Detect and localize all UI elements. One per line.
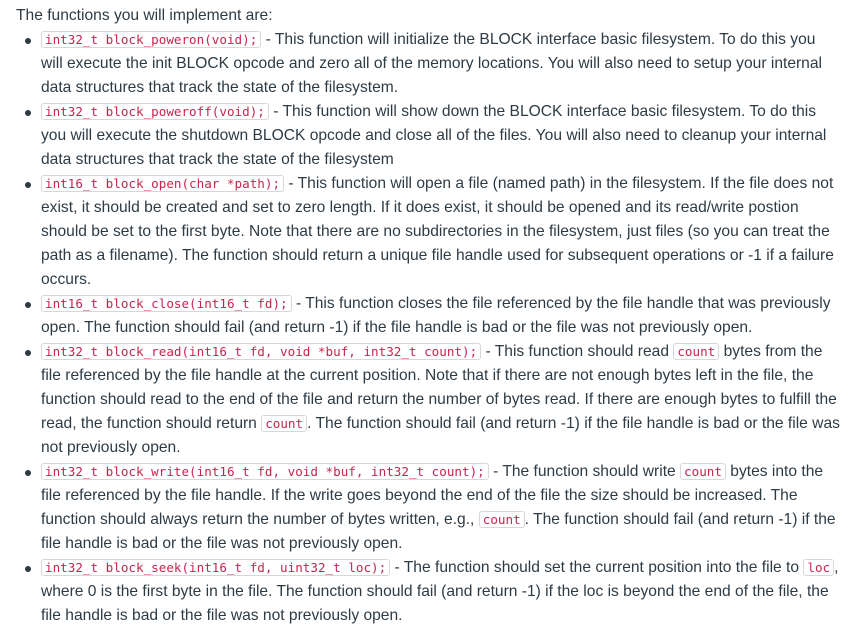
inline-code: count: [479, 511, 525, 528]
bullet-icon: [25, 182, 31, 188]
function-signature: int32_t block_read(int16_t fd, void *buf, int32_t count);: [41, 343, 481, 360]
inline-code: count: [261, 415, 307, 432]
description-text: bytes into the file referenced by the file handle. If the write goes beyond the end of the file the size should be increased. The function should always return the number of bytes written, e.g.,: [41, 463, 824, 528]
function-list-item: [16, 460, 840, 556]
bullet-icon: [25, 350, 31, 356]
function-signature: int16_t block_open(char *path);: [41, 175, 284, 192]
inline-code: loc: [803, 559, 834, 576]
function-signature: int32_t block_seek(int16_t fd, uint32_t loc);: [41, 559, 390, 576]
inline-code: count: [680, 463, 726, 480]
function-list-item: [16, 556, 840, 628]
inline-code: count: [673, 343, 719, 360]
function-list-item: [16, 340, 840, 460]
description-text: - This function closes the file referenced by the file handle that was previously open. The function should fail (and return -1) if the file handle is bad or the file was not previously open.: [41, 295, 831, 336]
description-text: - This function should read: [481, 343, 674, 360]
bullet-icon: [25, 470, 31, 476]
function-list-item: [16, 292, 840, 340]
description-text: . The function should fail (and return -1) if the file handle is bad or the file was not previously open.: [41, 511, 836, 552]
function-list: [16, 28, 840, 628]
description-text: - This function will open a file (named path) in the filesystem. If the file does not exist, it should be created and set to zero length. If it does exist, it should be opened and its read/write postion should be set to the first byte. Note that there are no subdirectories in the filesystem, just files (so you can treat the path as a filename). The function should return a unique file handle used for subsequent operations or -1 if a failure occurs.: [41, 175, 834, 288]
description-text: - This function will initialize the BLOCK interface basic filesystem. To do this you will execute the init BLOCK opcode and zero all of the memory locations. You will also need to setup your internal data structures that track the state of the filesystem.: [41, 31, 822, 96]
function-list-item: [16, 100, 840, 172]
function-signature: int32_t block_poweron(void);: [41, 31, 261, 48]
intro-text: The functions you will implement are:: [16, 7, 273, 24]
description-text: - The function should set the current position into the file to: [390, 559, 804, 576]
bullet-icon: [25, 38, 31, 44]
description-text: - The function should write: [488, 463, 681, 480]
description-text: bytes from the file referenced by the file handle at the current position. Note that if there are not enough bytes left in the file, the function should read to the end of the file and return the number of bytes read. If there are enough bytes to fulfill the read, the function should return: [41, 343, 837, 432]
bullet-icon: [25, 566, 31, 572]
function-list-item: [16, 28, 840, 100]
function-signature: int32_t block_poweroff(void);: [41, 103, 269, 120]
function-list-item: [16, 172, 840, 292]
function-signature: int16_t block_close(int16_t fd);: [41, 295, 292, 312]
function-signature: int32_t block_write(int16_t fd, void *buf, int32_t count);: [41, 463, 489, 480]
bullet-icon: [25, 110, 31, 116]
description-text: . The function should fail (and return -1) if the file handle is bad or the file was not previously open.: [41, 415, 840, 456]
description-text: - This function will show down the BLOCK interface basic filesystem. To do this you will execute the shutdown BLOCK opcode and close all of the files. You will also need to cleanup your internal data structures that track the state of the filesystem: [41, 103, 827, 168]
description-text: , where 0 is the first byte in the file. The function should fail (and return -1) if the loc is beyond the end of the file, the file handle is bad or the file was not previously open.: [41, 559, 839, 624]
bullet-icon: [25, 302, 31, 308]
